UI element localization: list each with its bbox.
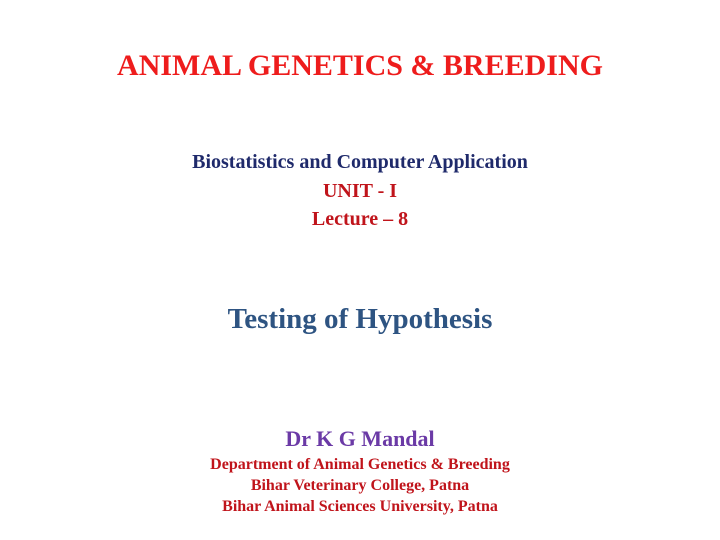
lecture-number: Lecture – 8: [311, 208, 409, 230]
author-college: Bihar Veterinary College, Patna: [250, 477, 470, 494]
course-name: Biostatistics and Computer Application: [192, 151, 528, 173]
author-name: Dr K G Mandal: [285, 426, 435, 451]
main-title: ANIMAL GENETICS & BREEDING: [117, 49, 603, 82]
author-university: Bihar Animal Sciences University, Patna: [222, 498, 498, 515]
lecture-topic: Testing of Hypothesis: [227, 303, 493, 335]
author-department: Department of Animal Genetics & Breeding: [210, 456, 510, 473]
unit-label: UNIT - I: [322, 180, 398, 202]
